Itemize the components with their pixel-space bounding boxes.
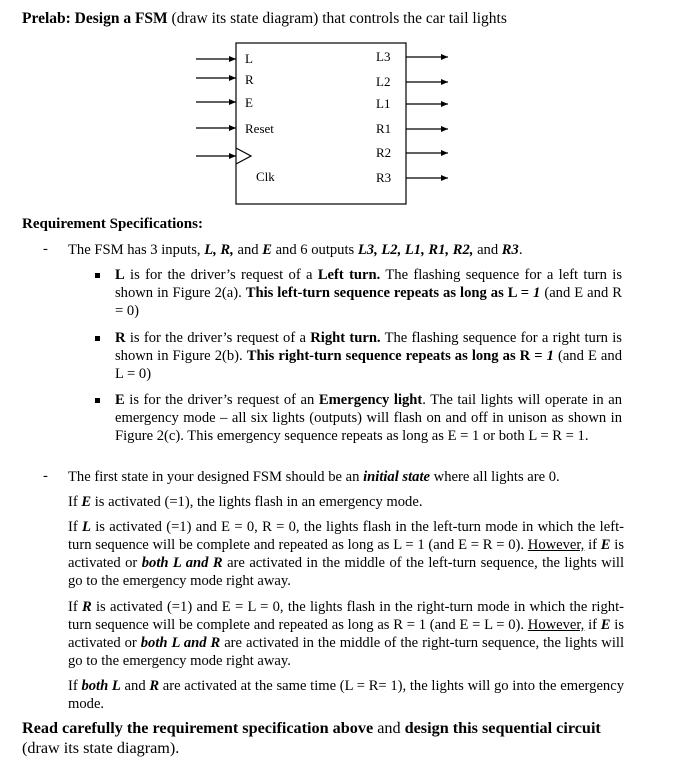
left-turn-activation-paragraph: If L is activated (=1) and E = 0, R = 0, the lights flash in the left-turn mode in which the left-turn sequence will be complete and repeated as long as L = 1 (and E = R = 0). However, if E is activated or both L and R are activated in the middle of the left-turn sequence, the lights will go to the emergency mode right away. <box>68 519 625 589</box>
bullet-square-icon <box>95 398 100 403</box>
title-rest: (draw its state diagram) that controls the car tail lights <box>167 10 507 27</box>
output-label-r1: R1 <box>376 121 392 136</box>
requirements-heading: Requirement Specifications: <box>22 216 203 232</box>
right-turn-activation-paragraph: If R is activated (=1) and E = L = 0, the lights flash in the right-turn mode in which the right-turn sequence will be complete and repeated as long as R = 1 (and E = L = 0). However, if E is activated or both L and R are activated in the middle of the right-turn sequence, the lights will go to the emergency mode right away. <box>68 599 625 669</box>
input-label-reset: Reset <box>245 121 274 136</box>
title-bold: Design a FSM <box>70 10 168 27</box>
dash-marker: - <box>43 241 48 257</box>
bullet-square-icon <box>95 273 100 278</box>
inputs-outputs-intro: The FSM has 3 inputs, L, R, and E and 6 outputs L3, L2, L1, R1, R2, and R3. <box>68 242 523 258</box>
emergency-activation-paragraph: If E is activated (=1), the lights flash in an emergency mode. <box>68 494 423 510</box>
initial-state-paragraph: The first state in your designed FSM should be an initial state where all lights are 0. <box>68 469 560 485</box>
title-prefix: Prelab: <box>22 10 71 27</box>
dash-marker: - <box>43 468 48 484</box>
clock-label: Clk <box>256 169 275 184</box>
input-label-e: E <box>245 95 253 110</box>
input-label-r: R <box>245 72 254 87</box>
bullet-emergency: E is for the driver’s request of an Emergency light. The tail lights will operate in an emergency mode – all six lights (outputs) will flash on and off in unison as shown in Figure 2(c). This emergency sequence repeats as long as E = 1 or both L = R = 1. <box>115 392 622 444</box>
clock-triangle-icon <box>236 148 251 164</box>
output-label-l2: L2 <box>376 74 391 89</box>
output-label-r3: R3 <box>376 170 392 185</box>
bullet-right-turn: R is for the driver’s request of a Right turn. The flashing sequence for a right turn is shown in Figure 2(b). This right-turn sequence repeats as long as R = 1 (and E and L = 0) <box>115 330 622 382</box>
closing-instruction: Read carefully the requirement specification above and design this sequential circuit (draw its state diagram). <box>22 719 601 757</box>
bullet-left-turn: L is for the driver’s request of a Left turn. The flashing sequence for a left turn is shown in Figure 2(a). This left-turn sequence repeats as long as L = 1 (and E and R = 0) <box>115 267 622 319</box>
output-label-l3: L3 <box>376 49 391 64</box>
bullet-square-icon <box>95 336 100 341</box>
both-activated-paragraph: If both L and R are activated at the same time (L = R= 1), the lights will go into the emergency mode. <box>68 678 624 712</box>
input-label-l: L <box>245 51 253 66</box>
fsm-block-diagram <box>0 0 693 210</box>
output-label-r2: R2 <box>376 145 392 160</box>
output-label-l1: L1 <box>376 96 391 111</box>
